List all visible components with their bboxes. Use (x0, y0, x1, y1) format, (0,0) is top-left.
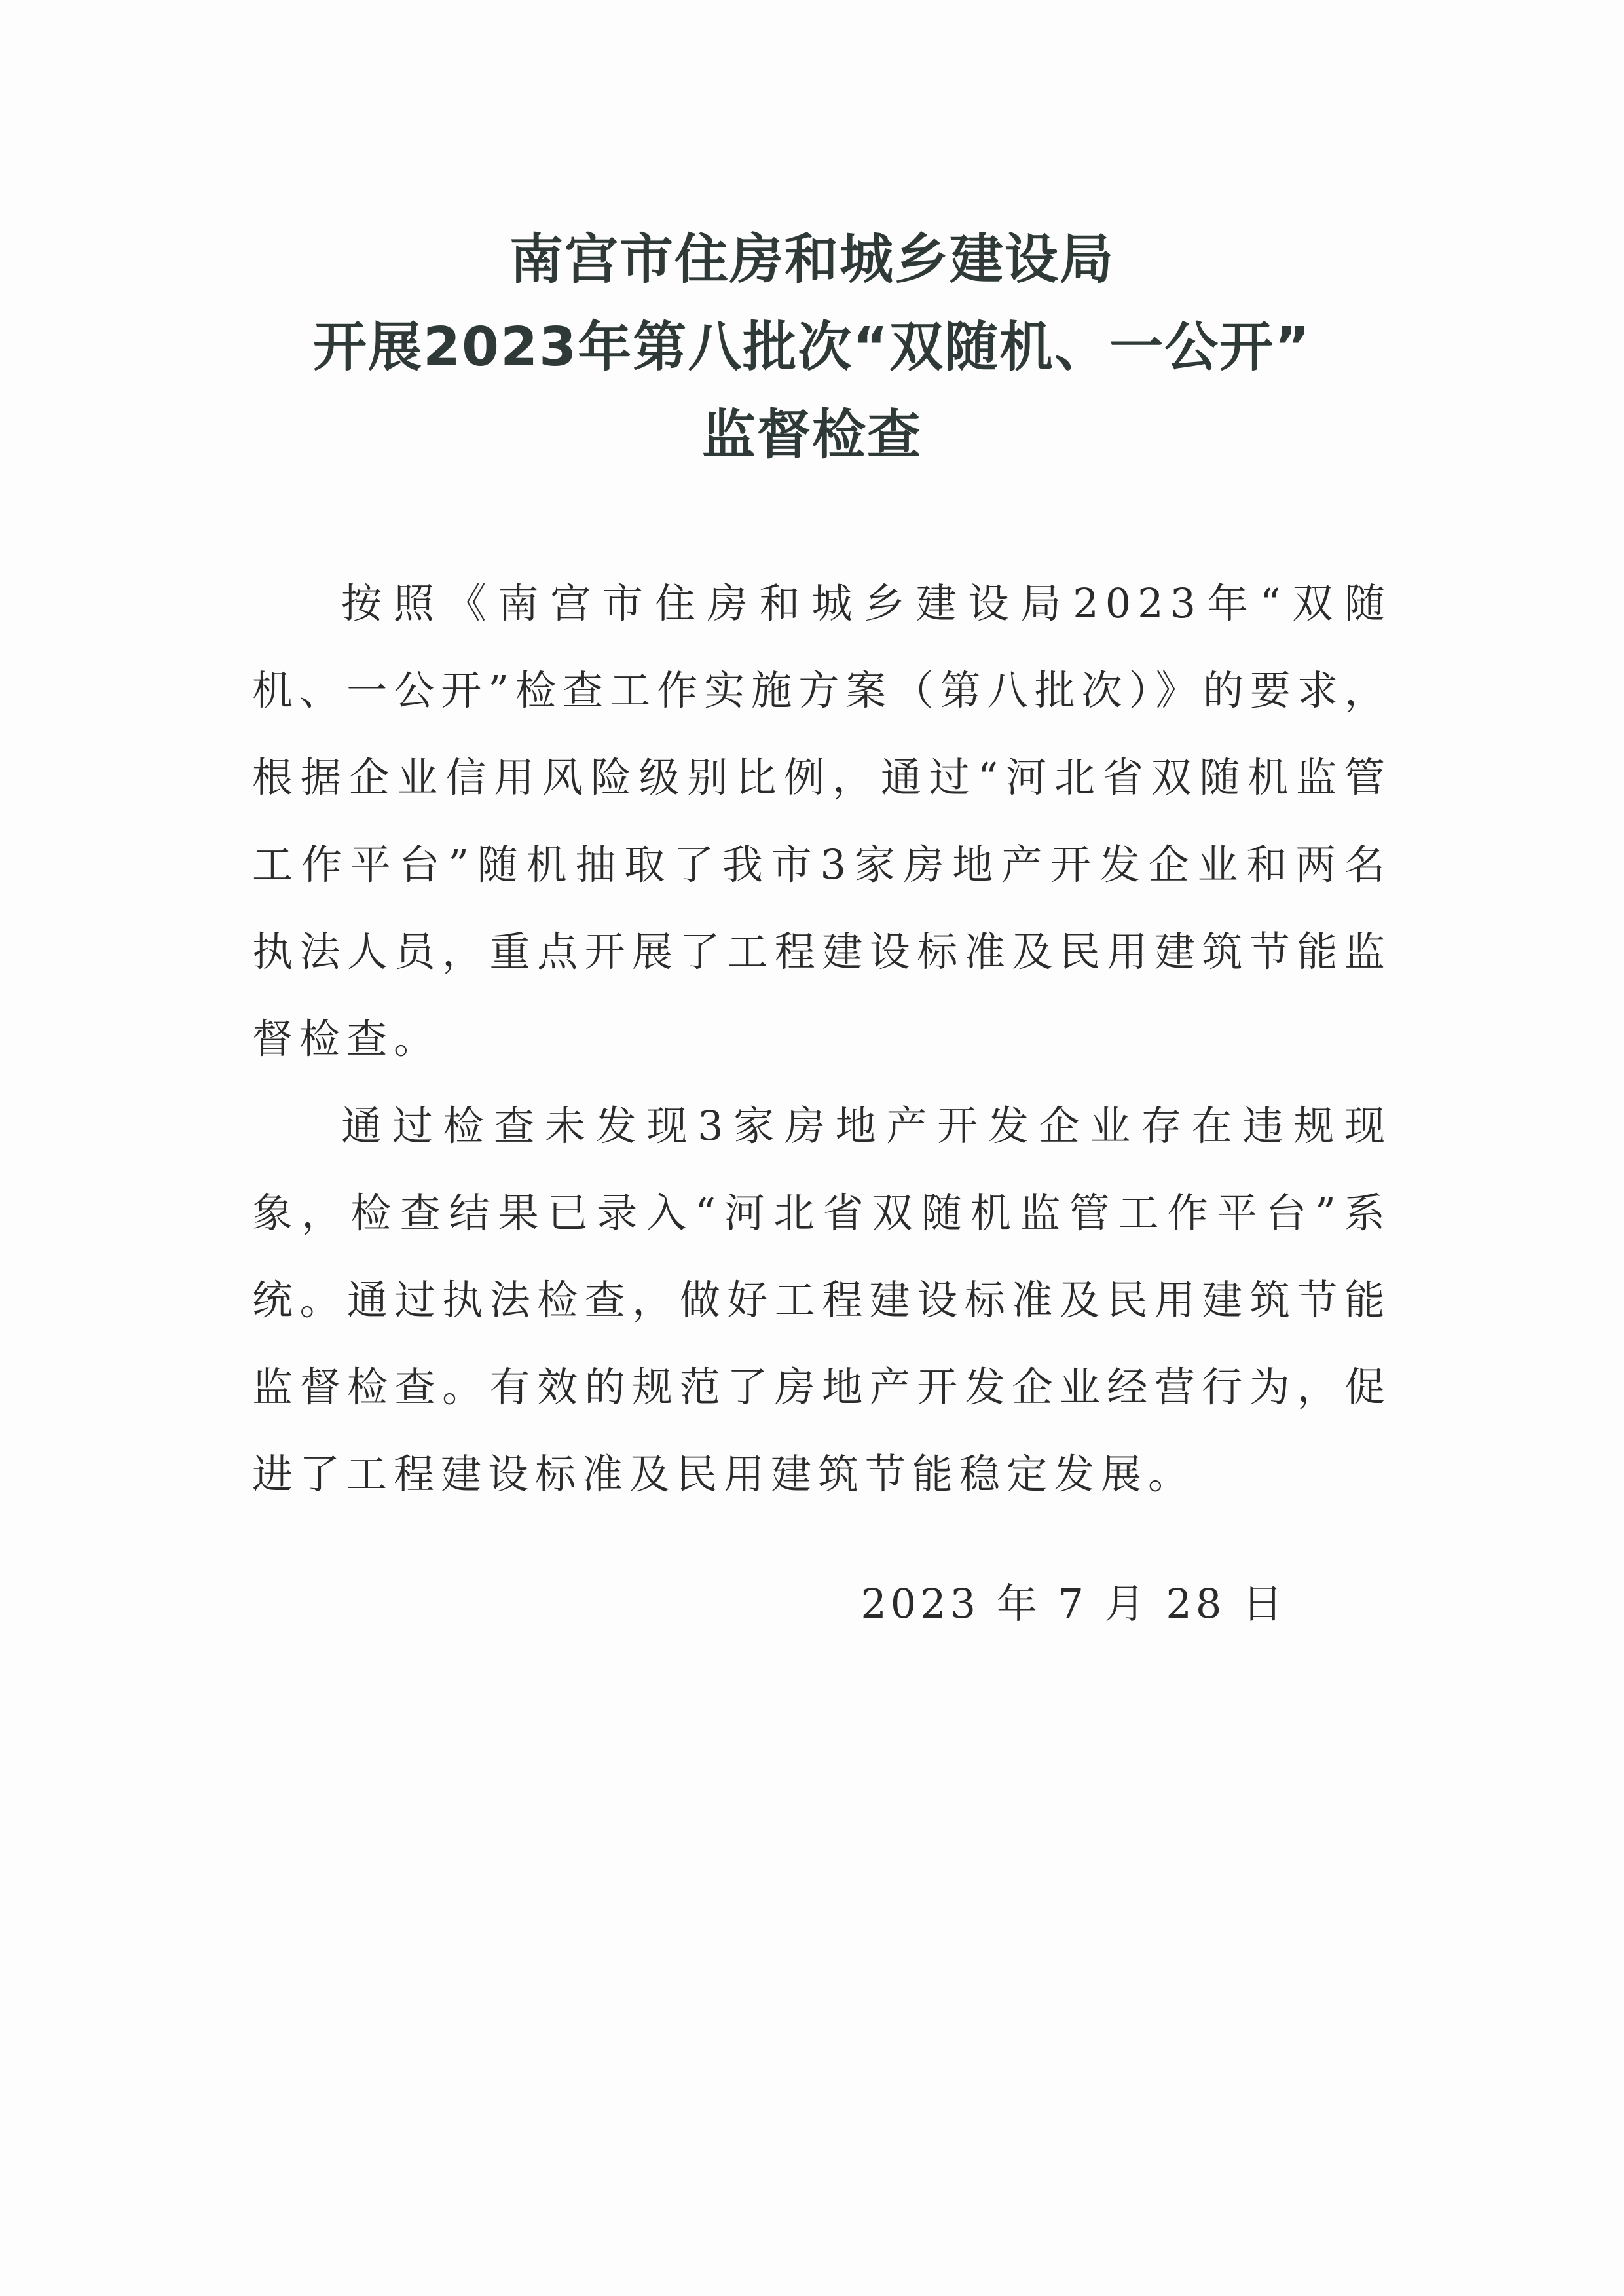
document-date: 2023 年 7 月 28 日 (860, 1580, 1287, 1628)
body-paragraph-1: 按照《南宫市住房和城乡建设局2023年“双随机、一公开”检查工作实施方案（第八批次）》的要求，根据企业信用风险级别比例，通过“河北省双随机监管工作平台”随机抽取了我市3家房地产开发企业和两名执法人员，重点开展了工程建设标准及民用建筑节能监督检查。 (252, 579, 1392, 1063)
document-body (252, 560, 1392, 1518)
title-line-3: 监督检查 (701, 404, 922, 466)
title-line-1: 南宫市住房和城乡建设局 (509, 228, 1115, 291)
document-title (0, 216, 1624, 479)
title-line-2: 开展2023年第八批次“双随机、一公开” (312, 316, 1311, 378)
body-paragraph-2: 通过检查未发现3家房地产开发企业存在违规现象，检查结果已录入“河北省双随机监管工作平台”系统。通过执法检查，做好工程建设标准及民用建筑节能监督检查。有效的规范了房地产开发企业经营行为，促进了工程建设标准及民用建筑节能稳定发展。 (252, 1102, 1392, 1498)
